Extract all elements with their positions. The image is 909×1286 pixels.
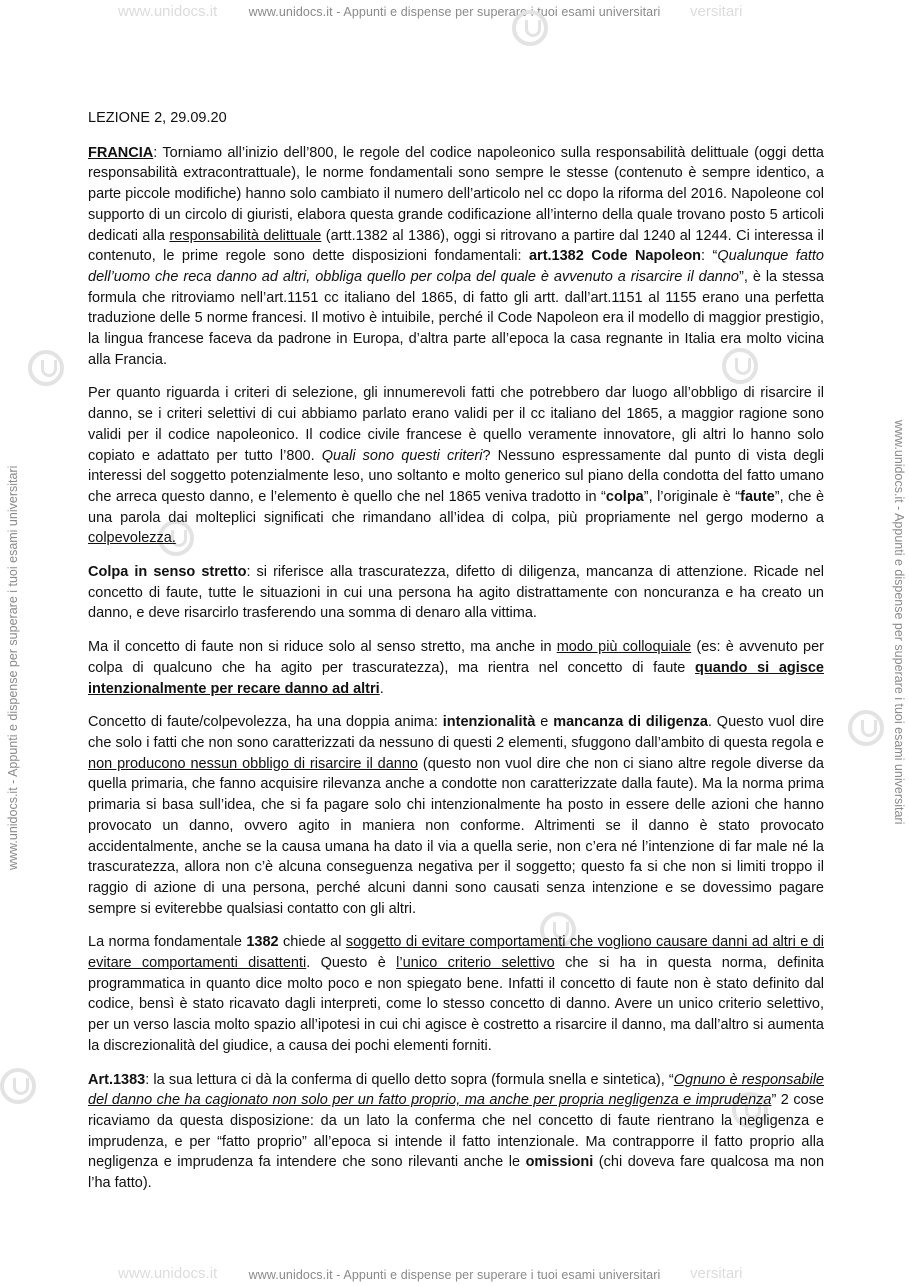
bold-text: Art.1383 [88, 1071, 146, 1088]
underlined-text: l’unico criterio selettivo [396, 955, 555, 972]
text-span: : Torniamo all’inizio dell’800, le regole del codice napoleonico sulla responsabilità delittuale (oggi detta responsabilità extracontrattuale), le norme fondamentali sono sempre le stesse (contenuto è sempre identico, a parte piccole modifiche) hanno solo cambiato il numero dell’articolo nel cc dopo la riforma del 2016. Napoleone col supporto di un circolo di giuristi, elabora questa grande codificazione all’interno della quale trovano posto 5 articoli dedicati alla [88, 144, 824, 244]
watermark-faint-top-left: www.unidocs.it [118, 3, 218, 20]
text-span: ? Nessuno espressamente dal punto di vista degli interessi del soggetto potenzialmente leso, uno soltanto e molto generico sul piano della condotta del fatto umano che arreca questo danno, e l’elemento è quello che nel 1865 veniva tradotto in “ [88, 447, 824, 505]
watermark-side-left: www.unidocs.it - Appunti e dispense per superare i tuoi esami universitari [6, 465, 20, 870]
underlined-text: colpevolezza. [88, 530, 176, 547]
watermark-side-right: www.unidocs.it - Appunti e dispense per superare i tuoi esami universitari [892, 420, 906, 825]
text-span: (questo non vuol dire che non ci siano altre regole diverse da quella primaria, che fanno acquisire rilevanza anche a condotte non caratterizzate dalla faute). Ma la norma prima primaria si basa sull’idea, che si fa pagare solo chi intenzionalmente ha posto in essere delle azioni che hanno provocato un danno, ovvero agito in maniera non conforme. Altrimenti se il danno è stato provocato accidentalmente, anche se la causa umana ha dato il via a quella serie, non c’era né l’intenzione di far male né la trascuratezza, allora non c’è alcuna conseguenza negativa per il soggetto; questo fa si che non si limiti troppo il raggio di azione di una persona, perché alcuni danni sono causati senza intenzione e se dovessimo pagare sempre si eviterebbe qualsiasi contatto con gli altri. [88, 755, 824, 917]
heading-francia: FRANCIA [88, 144, 154, 161]
watermark-faint-bottom-left: www.unidocs.it [118, 1265, 218, 1282]
document-body [88, 108, 824, 1207]
text-span: e [535, 714, 554, 731]
bold-text: colpa [605, 488, 644, 505]
bold-text: omissioni [525, 1154, 594, 1171]
watermark-faint-bottom-right: versitari [690, 1265, 743, 1282]
watermark-footer: www.unidocs.it - Appunti e dispense per superare i tuoi esami universitari [248, 1268, 661, 1282]
paragraph-colpa-senso-stretto [88, 562, 824, 624]
text-span: che si ha in questa norma, definita programmatica in quanto dice molto poco e non spiegato bene. Infatti il concetto di faute non è stato definito dal codice, bensì è stato ricavato dagli interpreti, come lo stesso concetto di danno. Avere un unico criterio selettivo, per un verso lascia molto spazio all’ipotesi in cui chi agisce è costretto a risarcire il danno, ma dall’altro si aumenta la discrezionalità del giudice, a causa dei pochi elementi forniti. [88, 955, 824, 1054]
watermark-header: www.unidocs.it - Appunti e dispense per superare i tuoi esami universitari [248, 5, 661, 19]
bold-text: mancanza di diligenza [553, 714, 708, 731]
text-span: chiede al [278, 934, 346, 951]
text-span: Ma il concetto di faute non si riduce solo al senso stretto, ma anche in [88, 639, 557, 656]
paragraph-norma-1382 [88, 932, 824, 1056]
paragraph-francia [88, 143, 824, 371]
text-span: : “ [701, 248, 718, 265]
unidocs-logo-icon [848, 710, 884, 746]
unidocs-logo-icon [28, 350, 64, 386]
underlined-text: soggetto di evitare comportamenti che vogliono causare danni ad altri e di evitare comportamenti disattenti [88, 934, 825, 972]
bold-text: intenzionalità [442, 714, 536, 731]
paragraph-doppia-anima [88, 712, 824, 919]
text-span: . [379, 680, 384, 697]
watermark-faint-top-right: versitari [690, 3, 743, 20]
paragraph-art-1383 [88, 1070, 824, 1194]
text-span: ”, che è una parola dai molteplici significati che rimandano all’idea di colpa, più propriamente nel gergo moderno a [88, 488, 825, 526]
bold-text: Colpa in senso stretto [88, 564, 247, 581]
paragraph-criteri [88, 383, 824, 549]
text-span: ”, l’originale è “ [643, 488, 741, 505]
text-span: ”, è la stessa formula che ritroviamo nell’art.1151 cc italiano del 1865, di fatto gli artt. dall’art.1151 al 1155 erano una perfetta traduzione delle 5 norme francesi. Il motivo è intuibile, perché il Code Napoleon era il modello di maggior prestigio, la lingua francese faceva da padrone in Europa, d’altra parte all’epoca la casa regnante in Italia era molto vicina alla Francia. [88, 268, 824, 368]
unidocs-logo-icon [512, 10, 548, 46]
text-span: . Questo vuol dire che solo i fatti che non sono caratterizzati da nessuno di questi 2 elementi, sfuggono dall’ambito di questa regola e [88, 714, 825, 751]
lesson-title: LEZIONE 2, 29.09.20 [88, 110, 227, 126]
bold-text: art.1382 Code Napoleon [528, 248, 702, 265]
text-span: : si riferisce alla trascuratezza, difetto di diligenza, mancanza di attenzione. Ricade nel concetto di faute, tutte le situazioni in cui una persona ha agito distrattamente con noncuranza e ha creato un danno, e deve risarcirlo trasferendo una somma di denaro alla vittima. [88, 564, 824, 622]
paragraph-colloquiale [88, 637, 824, 699]
text-span: : la sua lettura ci dà la conferma di quello detto sopra (formula snella e sintetica), “ [145, 1071, 674, 1088]
text-span: Concetto di faute/colpevolezza, ha una doppia anima: [88, 714, 443, 731]
underlined-text: responsabilità delittuale [169, 227, 322, 244]
text-span: ” 2 cose ricaviamo da questa disposizione: da un lato la conferma che nel concetto di faute rientrano la negligenza e imprudenza, e per “fatto proprio” all’epoca si intende il fatto intenzionale. Ma contrapporre il fatto proprio alla negligenza e imprudenza fa intendere che sono rilevanti anche le [88, 1092, 824, 1171]
text-span: (chi doveva fare qualcosa ma non l’ha fatto). [88, 1154, 825, 1192]
underlined-text: non producono nessun obbligo di risarcire il danno [88, 755, 419, 772]
text-span: La norma fondamentale [88, 934, 247, 951]
text-span: (es: è avvenuto per colpa di qualcuno che ha agito per trascuratezza), ma rientra nel concetto di faute [88, 639, 824, 676]
unidocs-logo-icon [0, 1068, 36, 1104]
underlined-italic-quote: Ognuno è responsabile del danno che ha cagionato non solo per un fatto proprio, ma anche per propria negligenza e imprudenza [88, 1071, 824, 1109]
italic-quote: Qualunque fatto dell’uomo che reca danno ad altri, obbliga quello per colpa del quale è avvenuto a risarcire il danno [88, 248, 825, 285]
underlined-bold-text: quando si agisce intenzionalmente per recare danno ad altri [88, 659, 824, 697]
bold-text: 1382 [246, 934, 279, 951]
text-span: . Questo è [306, 955, 397, 972]
text-span: (artt.1382 al 1386), oggi si ritrovano a partire dal 1240 al 1244. Ci interessa il contenuto, le prime regole sono dette disposizioni fondamentali: [88, 227, 824, 265]
bold-text: faute [740, 488, 775, 505]
italic-text: Quali sono questi criteri [321, 447, 483, 464]
underlined-text: modo più colloquiale [556, 639, 692, 656]
text-span: Per quanto riguarda i criteri di selezione, gli innumerevoli fatti che potrebbero dar luogo all’obbligo di risarcire il danno, se i criteri selettivi di cui abbiamo parlato erano validi per il cc italiano del 1865, a maggior ragione sono validi per il codice napoleonico. Il codice civile francese è quello veramente innovatore, gli altri lo hanno solo copiato e adattato per tutto l’800. [88, 385, 824, 464]
